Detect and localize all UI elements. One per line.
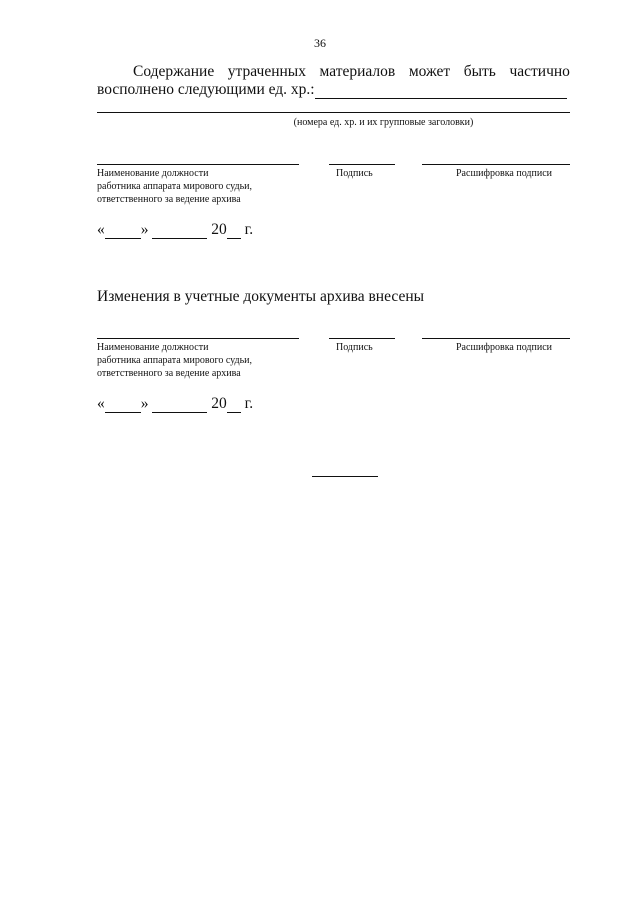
signature-caption: Подпись [336, 342, 373, 353]
decoding-fill-line[interactable] [422, 338, 570, 339]
position-fill-line[interactable] [97, 164, 299, 165]
intro-line2-text: восполнено следующими ед. хр.: [97, 81, 315, 98]
year-field[interactable] [227, 225, 241, 239]
year-field[interactable] [227, 399, 241, 413]
decoding-caption: Расшифровка подписи [456, 168, 552, 179]
year-prefix: 20 [211, 221, 227, 238]
intro-paragraph [97, 63, 570, 99]
position-caption: Наименование должности работника аппарата мирового судьи, ответственного за ведение архива [97, 342, 253, 379]
date-open-quote: « [97, 221, 105, 238]
signature-fill-line[interactable] [329, 338, 395, 339]
signature-caption: Подпись [336, 168, 373, 179]
date-line [97, 221, 253, 239]
day-field[interactable] [105, 225, 141, 239]
intro-word: материалов [319, 63, 396, 80]
month-field[interactable] [152, 399, 207, 413]
signature-fill-line[interactable] [329, 164, 395, 165]
day-field[interactable] [105, 399, 141, 413]
position-caption: Наименование должности работника аппарата мирового судьи, ответственного за ведение архива [97, 168, 253, 205]
year-suffix: г. [244, 395, 254, 412]
end-divider [312, 476, 378, 477]
storage-units-fill-line[interactable] [315, 84, 567, 99]
year-prefix: 20 [211, 395, 227, 412]
date-line [97, 395, 253, 413]
intro-word: может [408, 63, 451, 80]
intro-word: быть [463, 63, 496, 80]
intro-first-line [97, 63, 570, 81]
year-suffix: г. [244, 221, 254, 238]
date-open-quote: « [97, 395, 105, 412]
month-field[interactable] [152, 225, 207, 239]
date-close-quote: » [140, 395, 149, 412]
storage-units-continuation-line[interactable] [97, 112, 570, 113]
intro-word: Содержание [133, 63, 215, 80]
intro-second-line [97, 81, 570, 99]
date-close-quote: » [140, 221, 149, 238]
intro-word: частично [509, 63, 570, 80]
decoding-caption: Расшифровка подписи [456, 342, 552, 353]
page-number: 36 [314, 36, 326, 50]
intro-word: утраченных [227, 63, 306, 80]
section-heading: Изменения в учетные документы архива внесены [97, 288, 425, 305]
field-hint: (номера ед. хр. и их групповые заголовки) [293, 117, 474, 128]
position-fill-line[interactable] [97, 338, 299, 339]
decoding-fill-line[interactable] [422, 164, 570, 165]
